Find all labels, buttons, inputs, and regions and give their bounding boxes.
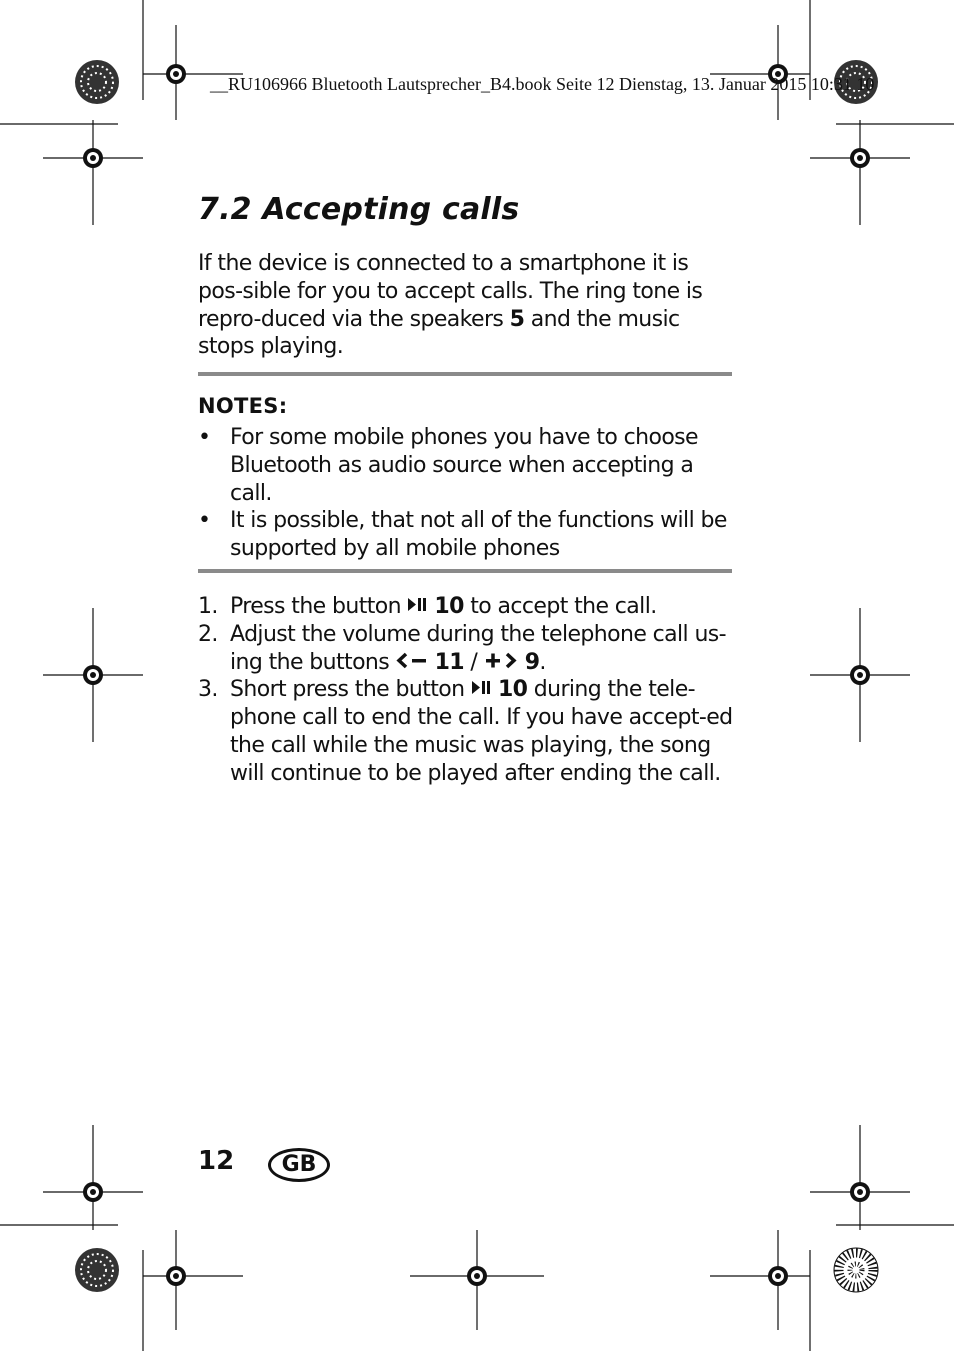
step-number: 1.	[198, 594, 218, 619]
speaker-ref: 5	[509, 306, 525, 332]
button-ref: 9	[524, 649, 540, 675]
step-text: .	[539, 649, 546, 675]
step-number: 2.	[198, 621, 218, 647]
notes-title: NOTES:	[198, 394, 288, 418]
steps-list	[198, 593, 738, 788]
step-number: 3.	[198, 677, 218, 703]
step-text: Short press the button	[230, 677, 471, 703]
bullet: •	[198, 425, 211, 450]
step-text: during the tele-phone call to end the call. If you have accept-ed the call while the music was playing, the song will continue to be played after ending the call.	[230, 677, 733, 786]
separator: /	[464, 649, 484, 675]
step-item	[198, 676, 738, 787]
print-slug: __RU106966 Bluetooth Lautsprecher_B4.book Seite 12 Dienstag, 13. Januar 2015 10:31 10	[210, 74, 875, 94]
button-ref: 10	[497, 677, 528, 703]
note-item	[198, 424, 738, 507]
step-text: Press the button	[230, 594, 408, 619]
play-pause-icon	[407, 596, 427, 613]
button-ref: 10	[434, 594, 464, 619]
intro-text-1: If the device is connected to a smartphone it is pos-sible for you to accept calls. The ring tone is repro-duced via the speakers	[198, 251, 703, 332]
step-item	[198, 621, 738, 677]
intro-text-2: and the music stops playing.	[198, 306, 680, 360]
button-ref: 11	[434, 649, 465, 675]
bullet: •	[198, 508, 211, 534]
intro-paragraph	[198, 250, 734, 361]
divider-top	[198, 372, 732, 376]
notes-list	[198, 424, 738, 563]
note-text: For some mobile phones you have to choose Bluetooth as audio source when accepting a call.	[230, 425, 698, 506]
volume-down-icon	[396, 652, 428, 669]
note-text: It is possible, that not all of the functions will be supported by all mobile phones	[230, 508, 727, 562]
divider-bottom	[198, 569, 732, 573]
volume-up-icon	[484, 652, 518, 669]
section-heading: 7.2 Accepting calls	[198, 192, 520, 227]
page-number: 12	[198, 1146, 235, 1176]
step-text: to accept the call.	[463, 594, 657, 619]
play-pause-icon	[471, 679, 491, 696]
note-item	[198, 507, 738, 563]
country-badge: GB	[268, 1148, 330, 1182]
step-item	[198, 593, 738, 621]
step-text: Adjust the volume during the telephone call us-ing the buttons	[230, 621, 727, 675]
